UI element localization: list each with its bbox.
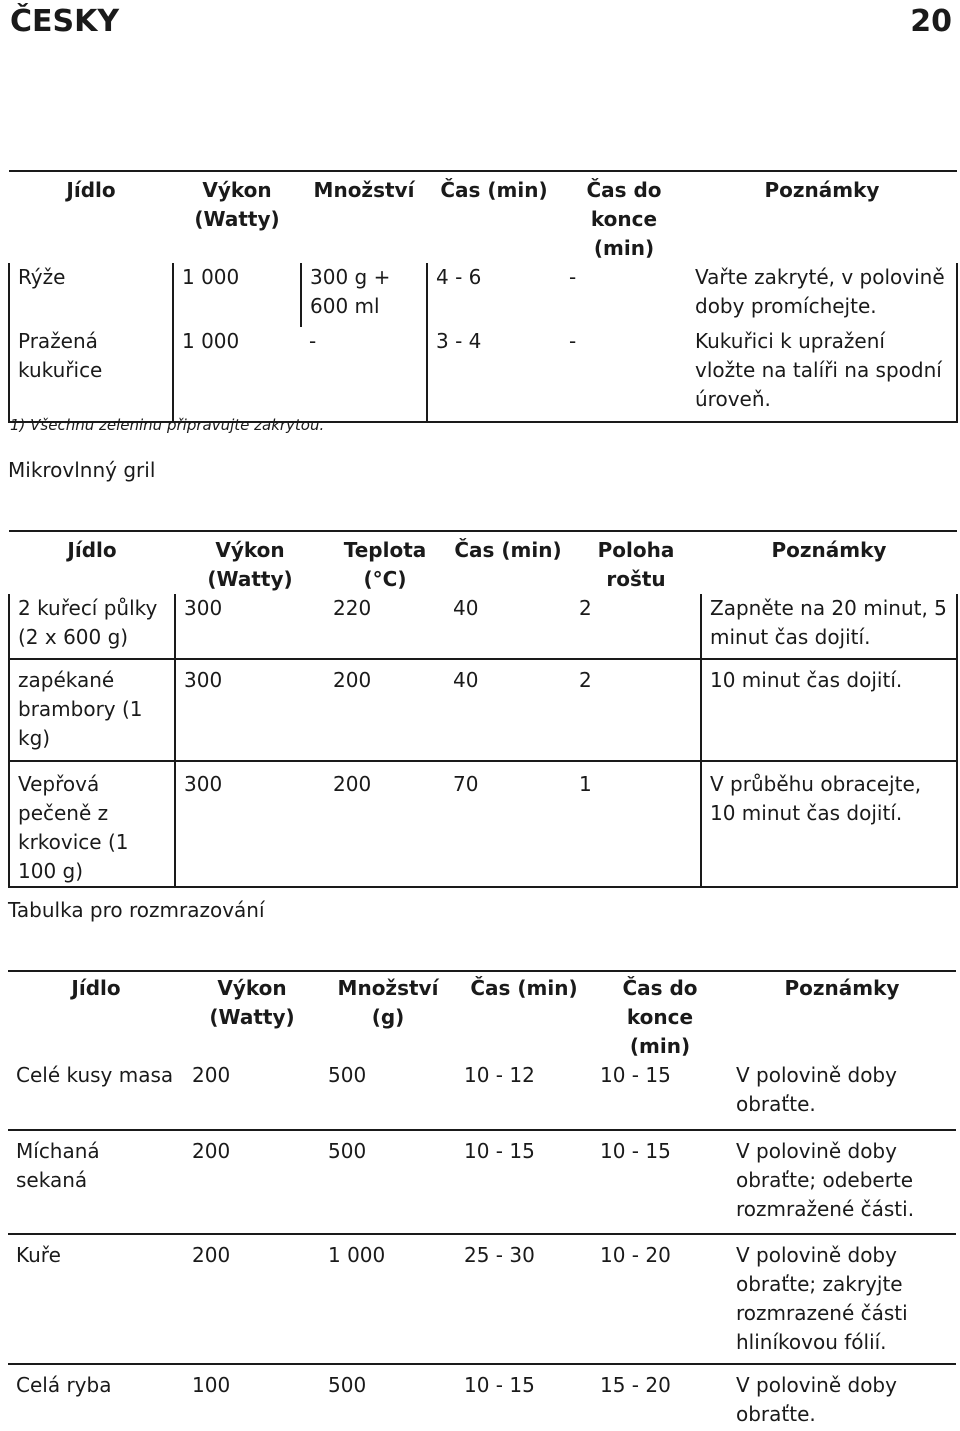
table-row [9, 659, 957, 761]
table-row [8, 1130, 956, 1234]
table-cell: Kukuřici k upražení vložte na talíři na spodní úroveň. [687, 327, 957, 422]
col-header: Množství [301, 171, 427, 263]
table-row [9, 327, 957, 422]
col-header: Poloha roštu [571, 531, 701, 594]
col-header: Poznámky [728, 971, 956, 1061]
table-cell: 1 000 [320, 1234, 456, 1364]
table-cell: 100 [192, 1373, 231, 1397]
table-cell: V polovině doby obraťte; odeberte rozmražené části. [728, 1130, 956, 1234]
table-cell: V polovině doby obraťte. [728, 1061, 956, 1130]
col-header: Čas do konce (min) [561, 171, 687, 263]
table-cell: 25 - 30 [456, 1234, 592, 1364]
table-cell: 1 000 [173, 263, 301, 327]
table-cell: 15 - 20 [600, 1373, 671, 1397]
table-cell: 300 [175, 761, 325, 887]
table-cell: 200 [184, 1061, 320, 1130]
col-header: Jídlo [9, 171, 173, 263]
table-cell: 2 kuřecí půlky (2 x 600 g) [9, 594, 175, 659]
table-cell: Vepřová pečeně z krkovice (1 100 g) [9, 761, 175, 887]
table-cell: 300 [175, 594, 325, 659]
table-cell: Vařte zakryté, v polovině doby promíchejte. [687, 263, 957, 327]
table-cell: 500 [320, 1061, 456, 1130]
table-cell: Rýže [9, 263, 173, 327]
col-header: Čas (min) [427, 171, 561, 263]
table-cell: 10 - 15 [592, 1130, 728, 1234]
col-header: Jídlo [9, 531, 175, 594]
table-cell: zapékané brambory (1 kg) [9, 659, 175, 761]
table-cell: V polovině doby obraťte. [736, 1373, 897, 1426]
table-cell: 10 - 15 [456, 1130, 592, 1234]
col-header: Výkon (Watty) [173, 171, 301, 263]
col-header: Jídlo [8, 971, 184, 1061]
defrost-table [8, 970, 956, 1431]
col-header: Čas do konce (min) [592, 971, 728, 1061]
table-cell: Celá ryba [16, 1373, 112, 1397]
page-number: 20 [910, 4, 952, 39]
language-label: ČESKY [10, 4, 120, 39]
table-cell: 200 [184, 1234, 320, 1364]
table-cell: Celé kusy masa [8, 1061, 184, 1130]
table-cell: Kuře [8, 1234, 184, 1364]
table-cell: 200 [325, 659, 445, 761]
table-cell: 10 - 15 [592, 1061, 728, 1130]
table-cell: Míchaná sekaná [8, 1130, 184, 1234]
col-header: Poznámky [701, 531, 957, 594]
table-row [9, 263, 957, 327]
page-header [10, 0, 952, 46]
table-cell: - [561, 327, 687, 422]
col-header: Množství (g) [320, 971, 456, 1061]
grill-table [8, 530, 958, 888]
table-cell: V polovině doby obraťte; zakryjte rozmrazené části hliníkovou fólií. [728, 1234, 956, 1364]
cooking-table [8, 170, 958, 423]
table-cell: 300 g + 600 ml [301, 263, 427, 327]
col-header: Výkon (Watty) [184, 971, 320, 1061]
col-header: Teplota (°C) [325, 531, 445, 594]
section-title: Tabulka pro rozmrazování [8, 898, 265, 922]
table-cell: - [301, 327, 427, 422]
table-cell: Zapněte na 20 minut, 5 minut čas dojití. [701, 594, 957, 659]
col-header: Čas (min) [445, 531, 571, 594]
table-cell: 300 [175, 659, 325, 761]
table-cell: 4 - 6 [427, 263, 561, 327]
table-cell: 2 [571, 659, 701, 761]
table-cell: 40 [445, 659, 571, 761]
table-cell: 70 [445, 761, 571, 887]
table-cell: 500 [320, 1130, 456, 1234]
table-cell: Pražená kukuřice [9, 327, 173, 422]
table-cell: 1 [571, 761, 701, 887]
table-cell: 40 [445, 594, 571, 659]
table-cell: 3 - 4 [427, 327, 561, 422]
table-row [8, 1234, 956, 1364]
table-cell: 200 [325, 761, 445, 887]
table-cell: 10 - 15 [464, 1373, 535, 1397]
col-header: Výkon (Watty) [175, 531, 325, 594]
table-cell: 220 [325, 594, 445, 659]
footnote: 1) Všechnu zeleninu připravujte zakrytou. [10, 416, 325, 434]
table-row [9, 761, 957, 887]
col-header: Čas (min) [456, 971, 592, 1061]
table-row [8, 1364, 956, 1431]
table-cell: 1 000 [173, 327, 301, 422]
section-title: Mikrovlnný gril [8, 458, 156, 482]
table-row [9, 594, 957, 659]
col-header: Poznámky [687, 171, 957, 263]
table-cell: V průběhu obracejte, 10 minut čas dojití. [701, 761, 957, 887]
table-cell: 10 - 12 [456, 1061, 592, 1130]
table-cell: 500 [328, 1373, 367, 1397]
table-cell: 10 - 20 [592, 1234, 728, 1364]
table-cell: 10 minut čas dojití. [701, 659, 957, 761]
table-cell: - [569, 265, 577, 289]
table-row [8, 1061, 956, 1130]
table-cell: 200 [184, 1130, 320, 1234]
table-cell: 2 [571, 594, 701, 659]
